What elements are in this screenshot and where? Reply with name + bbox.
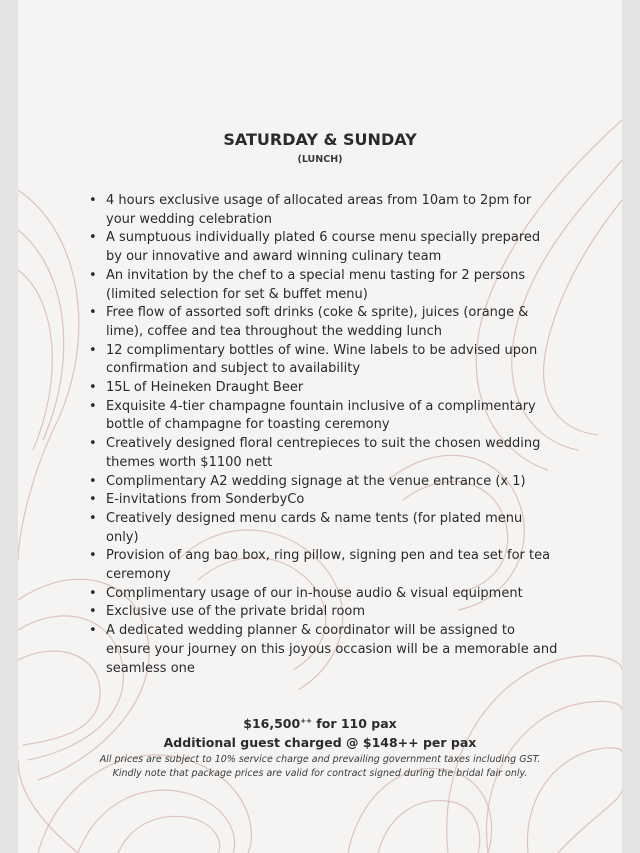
package-price [18,716,622,731]
price-suffix: for 110 pax [311,716,397,731]
list-item: • 15L of Heineken Draught Beer [88,379,558,398]
price-note-line-1: All prices are subject to 10% service charge and prevailing government taxes including GST. [99,754,541,765]
list-item: • A dedicated wedding planner & coordinator will be assigned to ensure your journey on this joyous occasion will be a memorable and seamless one [88,622,558,678]
list-item: • Exquisite 4-tier champagne fountain inclusive of a complimentary bottle of champagne for toasting ceremony [88,398,558,435]
list-item: • 12 complimentary bottles of wine. Wine labels to be advised upon confirmation and subject to availability [88,342,558,379]
list-item: • An invitation by the chef to a special menu tasting for 2 persons (limited selection for set & buffet menu) [88,267,558,304]
list-item: • A sumptuous individually plated 6 course menu specially prepared by our innovative and award winning culinary team [88,229,558,266]
page-subtitle: (LUNCH) [297,154,343,165]
inclusions-list [88,192,558,678]
list-item: • Provision of ang bao box, ring pillow, signing pen and tea set for tea ceremony [88,547,558,584]
page-title: SATURDAY & SUNDAY [223,130,417,149]
price-superscript: ++ [300,716,312,725]
list-item: • E-invitations from SonderbyCo [88,491,558,510]
list-item: • 4 hours exclusive usage of allocated areas from 10am to 2pm for your wedding celebration [88,192,558,229]
price-amount: $16,500 [243,716,301,731]
list-item: • Exclusive use of the private bridal room [88,603,558,622]
menu-sheet [18,0,622,853]
list-item: • Complimentary A2 wedding signage at the venue entrance (x 1) [88,473,558,492]
list-item: • Creatively designed floral centrepieces to suit the chosen wedding themes worth $1100 nett [88,435,558,472]
additional-guest-price: Additional guest charged @ $148++ per pax [163,735,477,750]
price-note-line-2: Kindly note that package prices are valid for contract signed during the bridal fair only. [112,768,528,779]
list-item: • Free flow of assorted soft drinks (coke & sprite), juices (orange & lime), coffee and tea throughout the wedding lunch [88,304,558,341]
list-item: • Complimentary usage of our in-house audio & visual equipment [88,585,558,604]
list-item: • Creatively designed menu cards & name tents (for plated menu only) [88,510,558,547]
